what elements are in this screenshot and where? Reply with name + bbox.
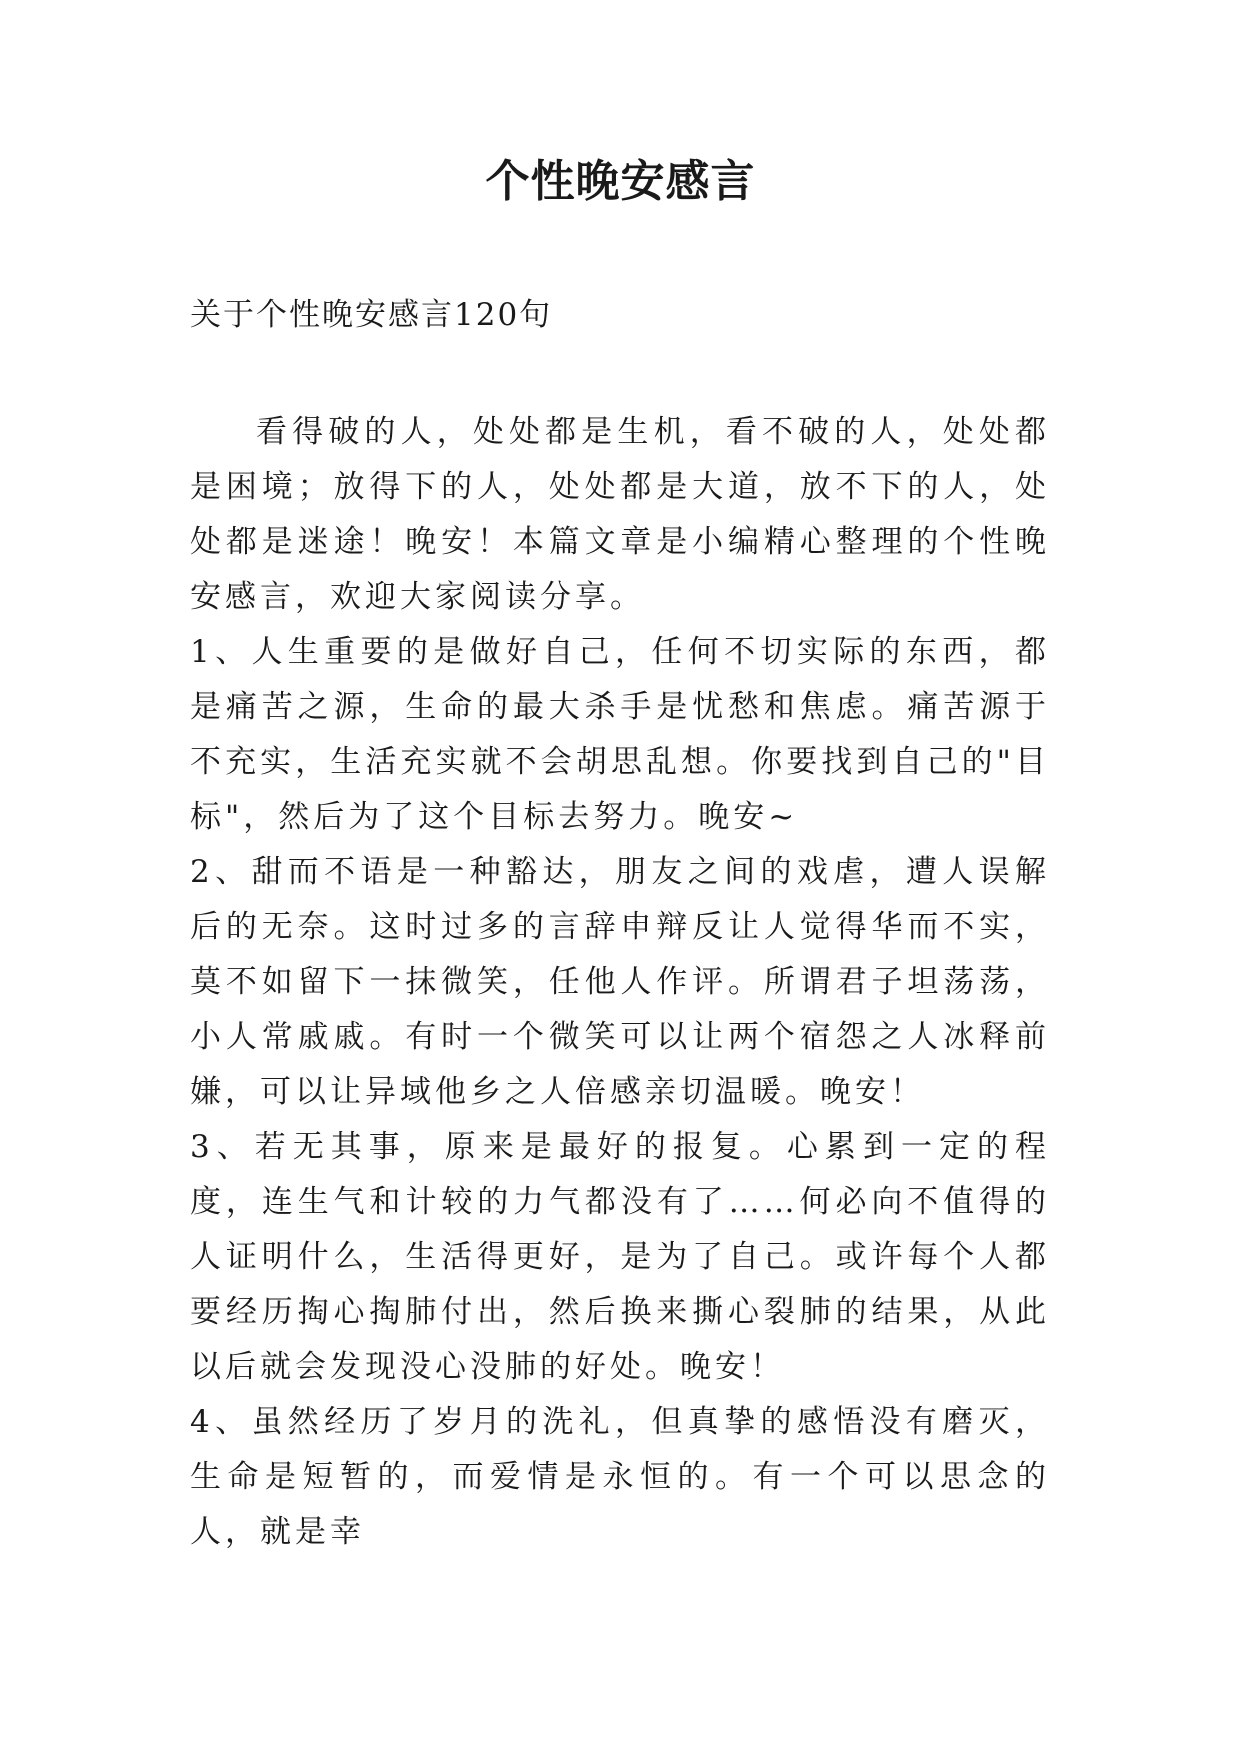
list-item: 3、若无其事，原来是最好的报复。心累到一定的程度，连生气和计较的力气都没有了……何必向不值得的人证明什么，生活得更好，是为了自己。或许每个人都要经历掏心掏肺付出，然后换来撕心裂肺的结果，从此以后就会发现没心没肺的好处。晚安！ bbox=[190, 1129, 1050, 1385]
document-title: 个性晚安感言 bbox=[485, 156, 756, 207]
document-body bbox=[190, 405, 1050, 1560]
list-item: 4、虽然经历了岁月的洗礼，但真挚的感悟没有磨灭，生命是短暂的，而爱情是永恒的。有一个可以思念的人，就是幸 bbox=[190, 1404, 1050, 1550]
document-subtitle: 关于个性晚安感言120句 bbox=[190, 297, 553, 333]
list-item: 2、甜而不语是一种豁达，朋友之间的戏虐，遭人误解后的无奈。这时过多的言辞申辩反让人觉得华而不实，莫不如留下一抹微笑，任他人作评。所谓君子坦荡荡，小人常戚戚。有时一个微笑可以让两个宿怨之人冰释前嫌，可以让异域他乡之人倍感亲切温暖。晚安！ bbox=[190, 854, 1050, 1110]
intro-paragraph: 看得破的人，处处都是生机，看不破的人，处处都是困境；放得下的人，处处都是大道，放不下的人，处处都是迷途！晚安！本篇文章是小编精心整理的个性晚安感言，欢迎大家阅读分享。 bbox=[190, 414, 1050, 615]
list-item: 1、人生重要的是做好自己，任何不切实际的东西，都是痛苦之源，生命的最大杀手是忧愁和焦虑。痛苦源于不充实，生活充实就不会胡思乱想。你要找到自己的"目标"，然后为了这个目标去努力。晚安~ bbox=[190, 634, 1050, 835]
